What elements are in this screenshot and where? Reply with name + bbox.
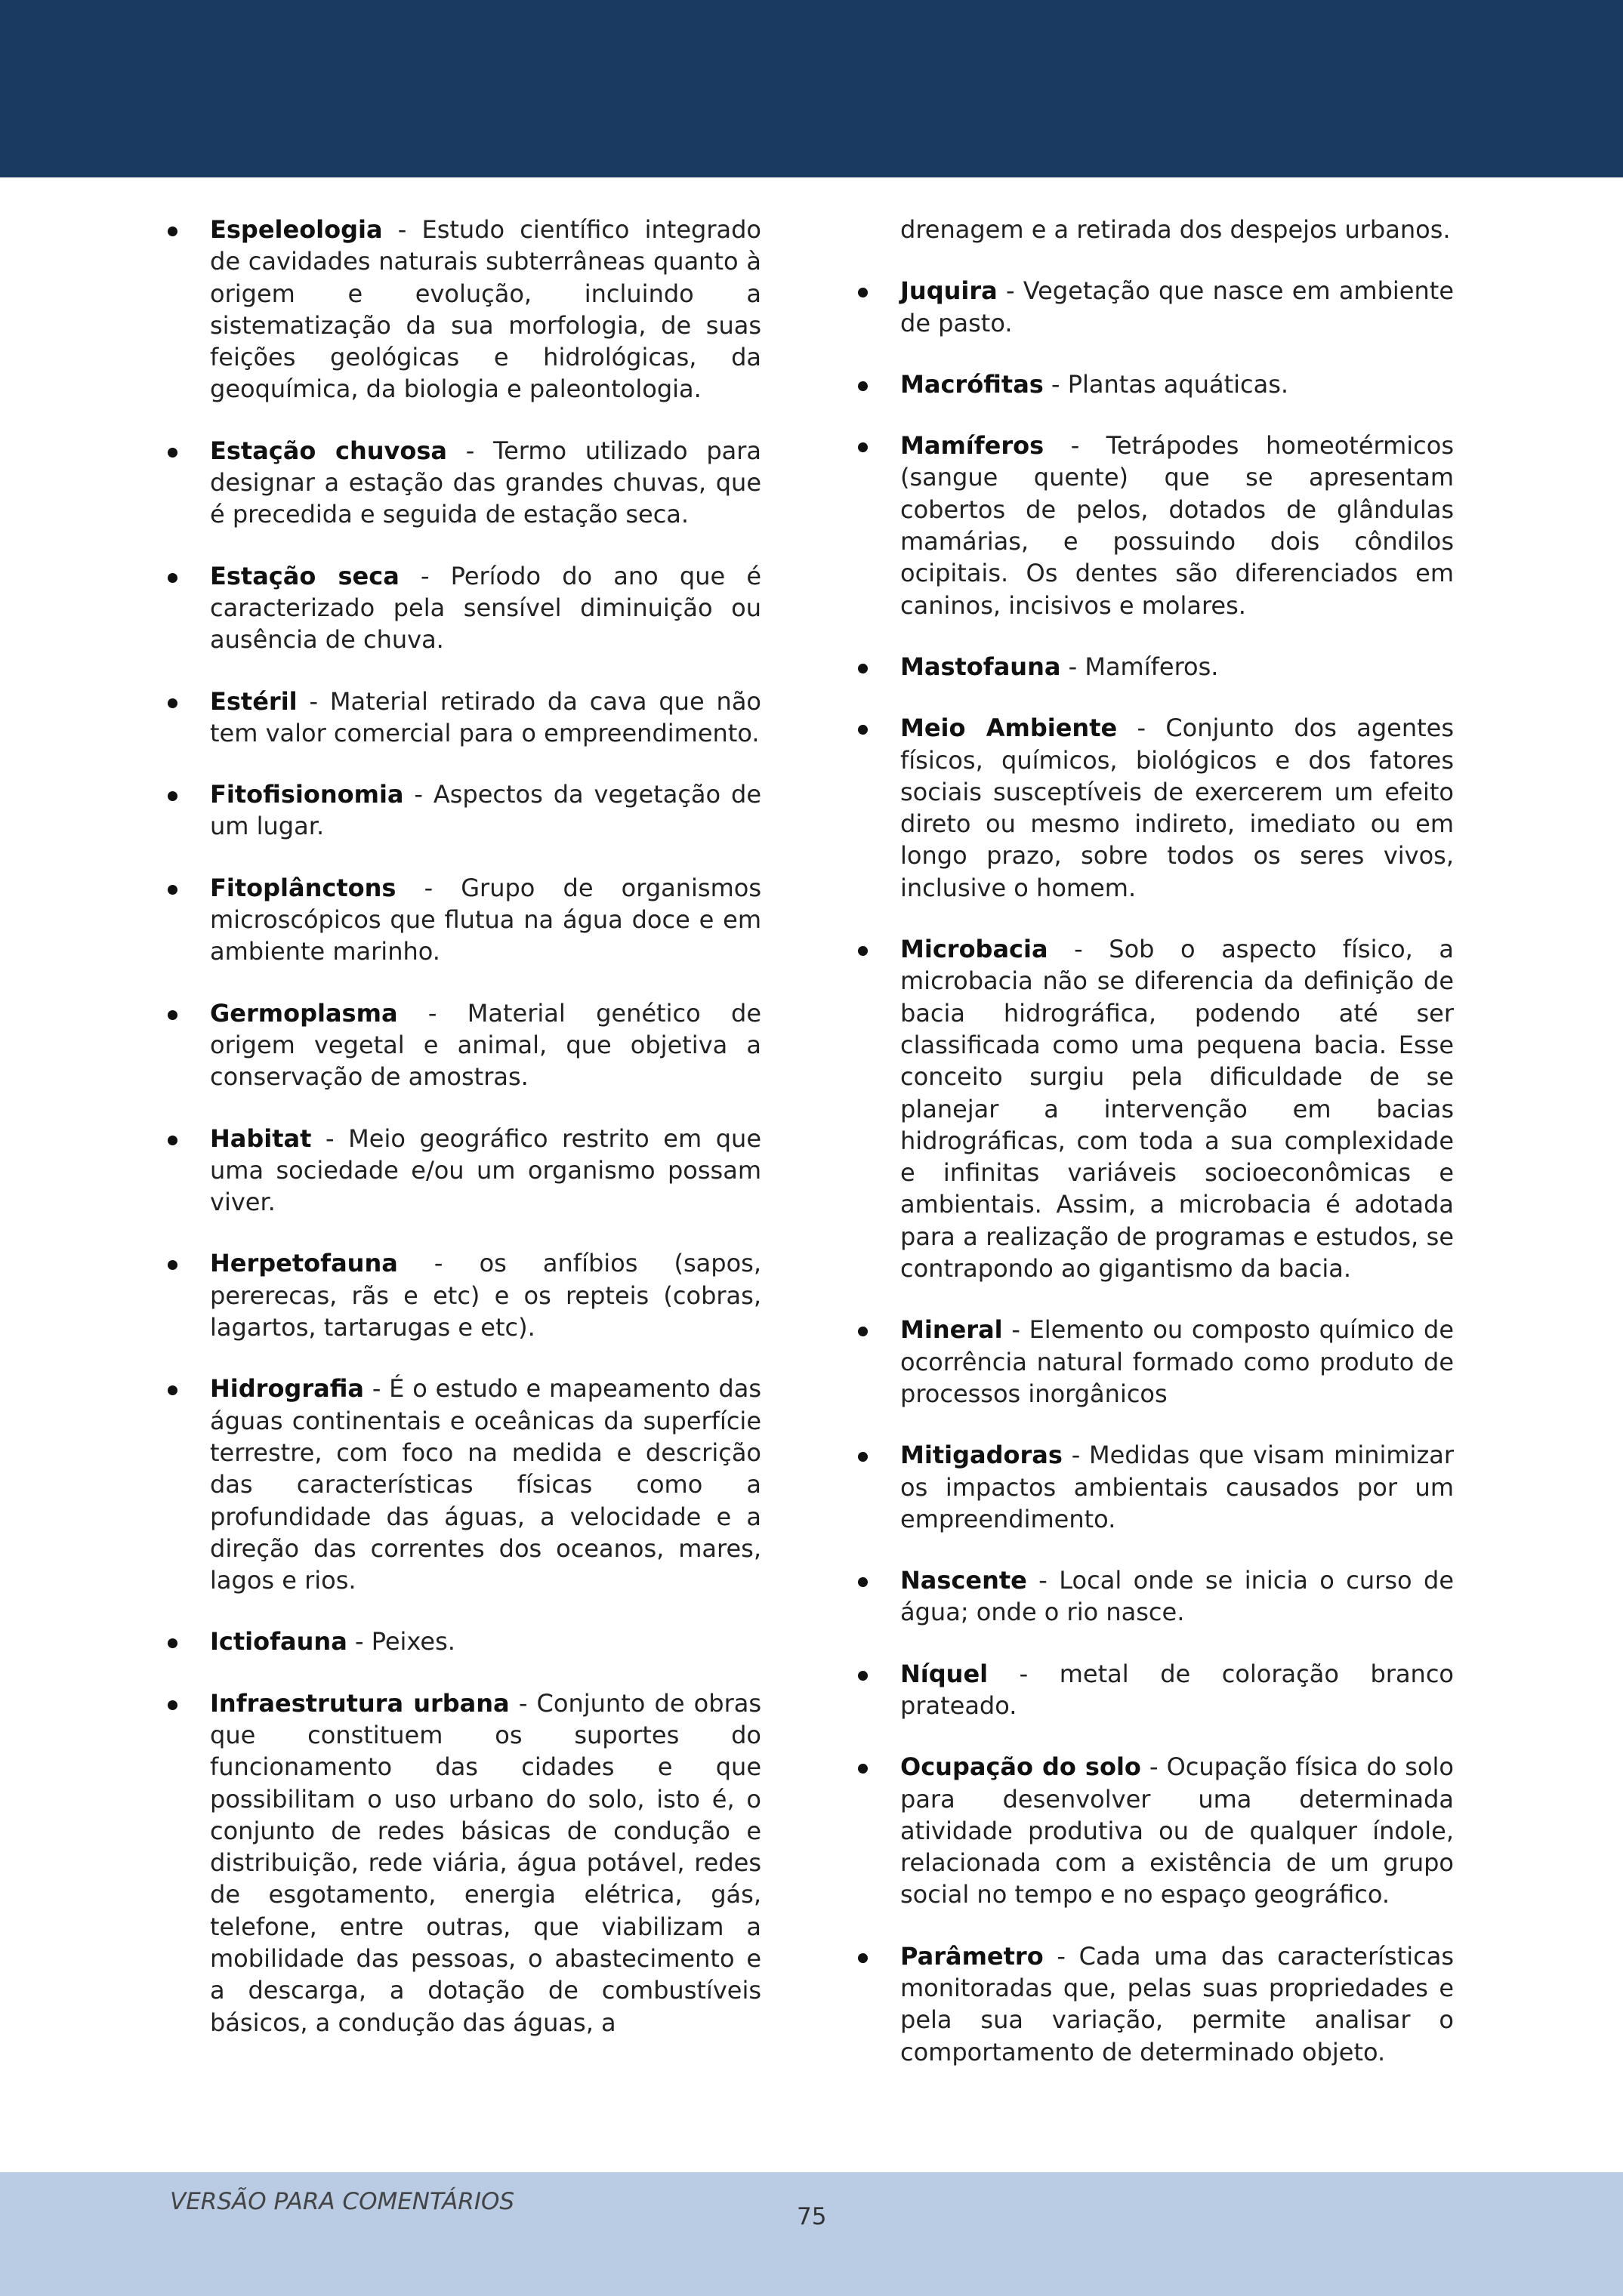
glossary-definition: - Ocupação física do solo para desenvolver uma determinada atividade produtiva ou de qualquer índole, relacionada com a existência de um grupo social no tempo e no espaço geográfico. <box>900 1752 1455 1909</box>
glossary-definition: - Vegetação que nasce em ambiente de pasto. <box>900 276 1454 337</box>
glossary-entry <box>858 1658 1454 1722</box>
glossary-term: Herpetofauna <box>210 1249 398 1278</box>
glossary-term: Estéril <box>210 686 298 716</box>
bullet-icon <box>858 725 868 735</box>
glossary-entry <box>168 1373 761 1596</box>
glossary-term: Microbacia <box>900 935 1048 964</box>
glossary-term: Germoplasma <box>210 998 398 1028</box>
bullet-icon <box>858 288 868 297</box>
glossary-entry <box>168 214 761 405</box>
bullet-icon <box>858 1327 868 1336</box>
glossary-entry <box>168 778 761 843</box>
glossary-definition: - Termo utilizado para designar a estação das grandes chuvas, que é precedida e seguida de estação seca. <box>210 436 762 529</box>
glossary-entry <box>168 560 761 656</box>
glossary-definition: - Grupo de organismos microscópicos que flutua na água doce e em ambiente marinho. <box>210 873 761 966</box>
glossary-definition: - Peixes. <box>347 1627 455 1657</box>
bullet-icon <box>168 791 177 801</box>
glossary-term: Mamíferos <box>900 431 1044 461</box>
glossary-entry <box>168 1247 761 1343</box>
glossary-term: Hidrografia <box>210 1374 365 1404</box>
bullet-icon <box>168 1010 177 1020</box>
glossary-entry <box>858 368 1454 400</box>
glossary-definition: - Material genético de origem vegetal e animal, que objetiva a conservação de amostras. <box>210 998 761 1092</box>
glossary-definition: - Aspectos da vegetação de um lugar. <box>210 780 761 841</box>
glossary-continuation: drenagem e a retirada dos despejos urbanos. <box>900 215 1451 244</box>
glossary-entry <box>858 933 1454 1284</box>
glossary-definition: - Meio geográfico restrito em que uma sociedade e/ou um organismo possam viver. <box>210 1123 761 1217</box>
glossary-term: Infraestrutura urbana <box>210 1688 510 1718</box>
glossary-term: Ocupação do solo <box>900 1752 1141 1782</box>
bullet-icon <box>168 573 177 583</box>
glossary-definition: - Mamíferos. <box>1060 652 1219 681</box>
glossary-definition: - Local onde se inicia o curso de água; onde o rio nasce. <box>900 1566 1454 1627</box>
glossary-definition: - É o estudo e mapeamento das águas continentais e oceânicas da superfície terrestre, com foco na medida e descrição das características físicas como a profundidade das águas, a velocidade e a direção das correntes dos oceanos, mares, lagos e rios. <box>210 1374 761 1595</box>
glossary-term: Nascente <box>900 1566 1027 1595</box>
glossary-term: Estação chuvosa <box>210 436 448 465</box>
bullet-icon <box>858 1671 868 1681</box>
bullet-icon <box>858 381 868 391</box>
glossary-column-left <box>168 214 761 2068</box>
bullet-icon <box>168 1385 177 1395</box>
glossary-entry <box>858 275 1454 339</box>
glossary-entry <box>168 872 761 968</box>
glossary-definition: - Elemento ou composto químico de ocorrência natural formado como produto de processos inorgânicos <box>900 1315 1454 1408</box>
glossary-definition: - Material retirado da cava que não tem valor comercial para o empreendimento. <box>210 686 761 747</box>
glossary-term: Fitofisionomia <box>210 780 404 809</box>
glossary-entry <box>858 1314 1454 1410</box>
bullet-icon <box>168 1638 177 1648</box>
glossary-entry <box>168 435 761 531</box>
page-number: 75 <box>797 2203 827 2230</box>
glossary-entry <box>168 1687 761 2039</box>
glossary-term: Macrófitas <box>900 369 1044 399</box>
glossary-entry <box>858 1439 1454 1535</box>
bullet-icon <box>168 698 177 708</box>
glossary-entry <box>168 686 761 750</box>
glossary-definition: - metal de coloração branco prateado. <box>900 1659 1454 1720</box>
glossary-entry <box>168 1123 761 1219</box>
glossary-term: Níquel <box>900 1659 989 1688</box>
bullet-icon <box>168 1136 177 1145</box>
bullet-icon <box>168 1260 177 1270</box>
glossary-term: Ictiofauna <box>210 1627 347 1657</box>
glossary-term: Habitat <box>210 1123 312 1153</box>
glossary-definition: - Cada uma das características monitoradas que, pelas suas propriedades e pela sua variação, permite analisar o comportamento de determinado objeto. <box>900 1941 1454 2066</box>
glossary-term: Parâmetro <box>900 1941 1044 1971</box>
header-band <box>0 0 1623 177</box>
bullet-icon <box>858 1452 868 1462</box>
glossary-term: Mineral <box>900 1315 1003 1345</box>
glossary-definition: - Conjunto dos agentes físicos, químicos, biológicos e dos fatores sociais susceptíveis de exercerem um efeito direto ou mesmo indireto, imediato ou em longo prazo, sobre todos os seres vivos, inclusive o homem. <box>900 713 1455 902</box>
bullet-icon <box>858 1764 868 1774</box>
bullet-icon <box>168 227 177 236</box>
glossary-column-right <box>858 214 1454 2097</box>
glossary-term: Meio Ambiente <box>900 713 1118 743</box>
glossary-term: Estação seca <box>210 561 400 590</box>
glossary-term: Juquira <box>900 276 998 306</box>
glossary-term: Mastofauna <box>900 652 1061 681</box>
glossary-term: Fitoplânctons <box>210 873 396 902</box>
glossary-definition: - Tetrápodes homeotérmicos (sangue quente) que se apresentam cobertos de pelos, dotados de glândulas mamárias, e possuindo dois côndilos ocipitais. Os dentes são diferenciados em caninos, incisivos e molares. <box>900 431 1454 620</box>
glossary-entry <box>858 1564 1454 1629</box>
bullet-icon <box>858 946 868 956</box>
bullet-icon <box>858 1577 868 1587</box>
bullet-icon <box>858 664 868 673</box>
glossary-definition: - Estudo científico integrado de cavidades naturais subterrâneas quanto à origem e evolução, incluindo a sistematização da sua morfologia, de suas feições geológicas e hidrológicas, da geoquímica, da biologia e paleontologia. <box>210 215 761 404</box>
glossary-definition: - Medidas que visam minimizar os impactos ambientais causados por um empreendimento. <box>900 1441 1454 1533</box>
glossary-entry <box>168 997 761 1093</box>
glossary-definition: - Conjunto de obras que constituem os suportes do funcionamento das cidades e que possibilitam o uso urbano do solo, isto é, o conjunto de redes básicas de condução e distribuição, rede viária, água potável, redes de esgotamento, energia elétrica, gás, telefone, entre outras, que viabilizam a mobilidade das pessoas, o abastecimento e a descarga, a dotação de combustíveis básicos, a condução das águas, a <box>210 1688 762 2037</box>
glossary-definition: - Plantas aquáticas. <box>1043 369 1289 399</box>
glossary-entry <box>858 430 1454 621</box>
glossary-entry <box>858 651 1454 683</box>
glossary-entry <box>858 1940 1454 2068</box>
glossary-definition: - Sob o aspecto físico, a microbacia não se diferencia da definição de bacia hidrográfica, podendo até ser classificada como uma pequena bacia. Esse conceito surgiu pela dificuldade de se planejar a intervenção em bacias hidrográficas, com toda a sua complexidade e infinitas variáveis socioeconômicas e ambientais. Assim, a microbacia é adotada para a realização de programas e estudos, se contrapondo ao gigantismo da bacia. <box>900 935 1454 1284</box>
bullet-icon <box>858 1953 868 1963</box>
glossary-definition: - os anfíbios (sapos, pererecas, rãs e etc) e os repteis (cobras, lagartos, tartarugas e etc). <box>210 1249 761 1342</box>
bullet-icon <box>168 1700 177 1710</box>
glossary-definition: - Período do ano que é caracterizado pela sensível diminuição ou ausência de chuva. <box>210 561 762 655</box>
bullet-icon <box>168 885 177 895</box>
glossary-entry <box>168 1626 761 1657</box>
bullet-icon <box>168 448 177 458</box>
bullet-icon <box>858 442 868 452</box>
glossary-entry <box>858 712 1454 904</box>
footer-label: VERSÃO PARA COMENTÁRIOS <box>170 2188 515 2215</box>
glossary-entry <box>858 1751 1454 1910</box>
glossary-term: Espeleologia <box>210 215 383 244</box>
glossary-term: Mitigadoras <box>900 1441 1063 1470</box>
